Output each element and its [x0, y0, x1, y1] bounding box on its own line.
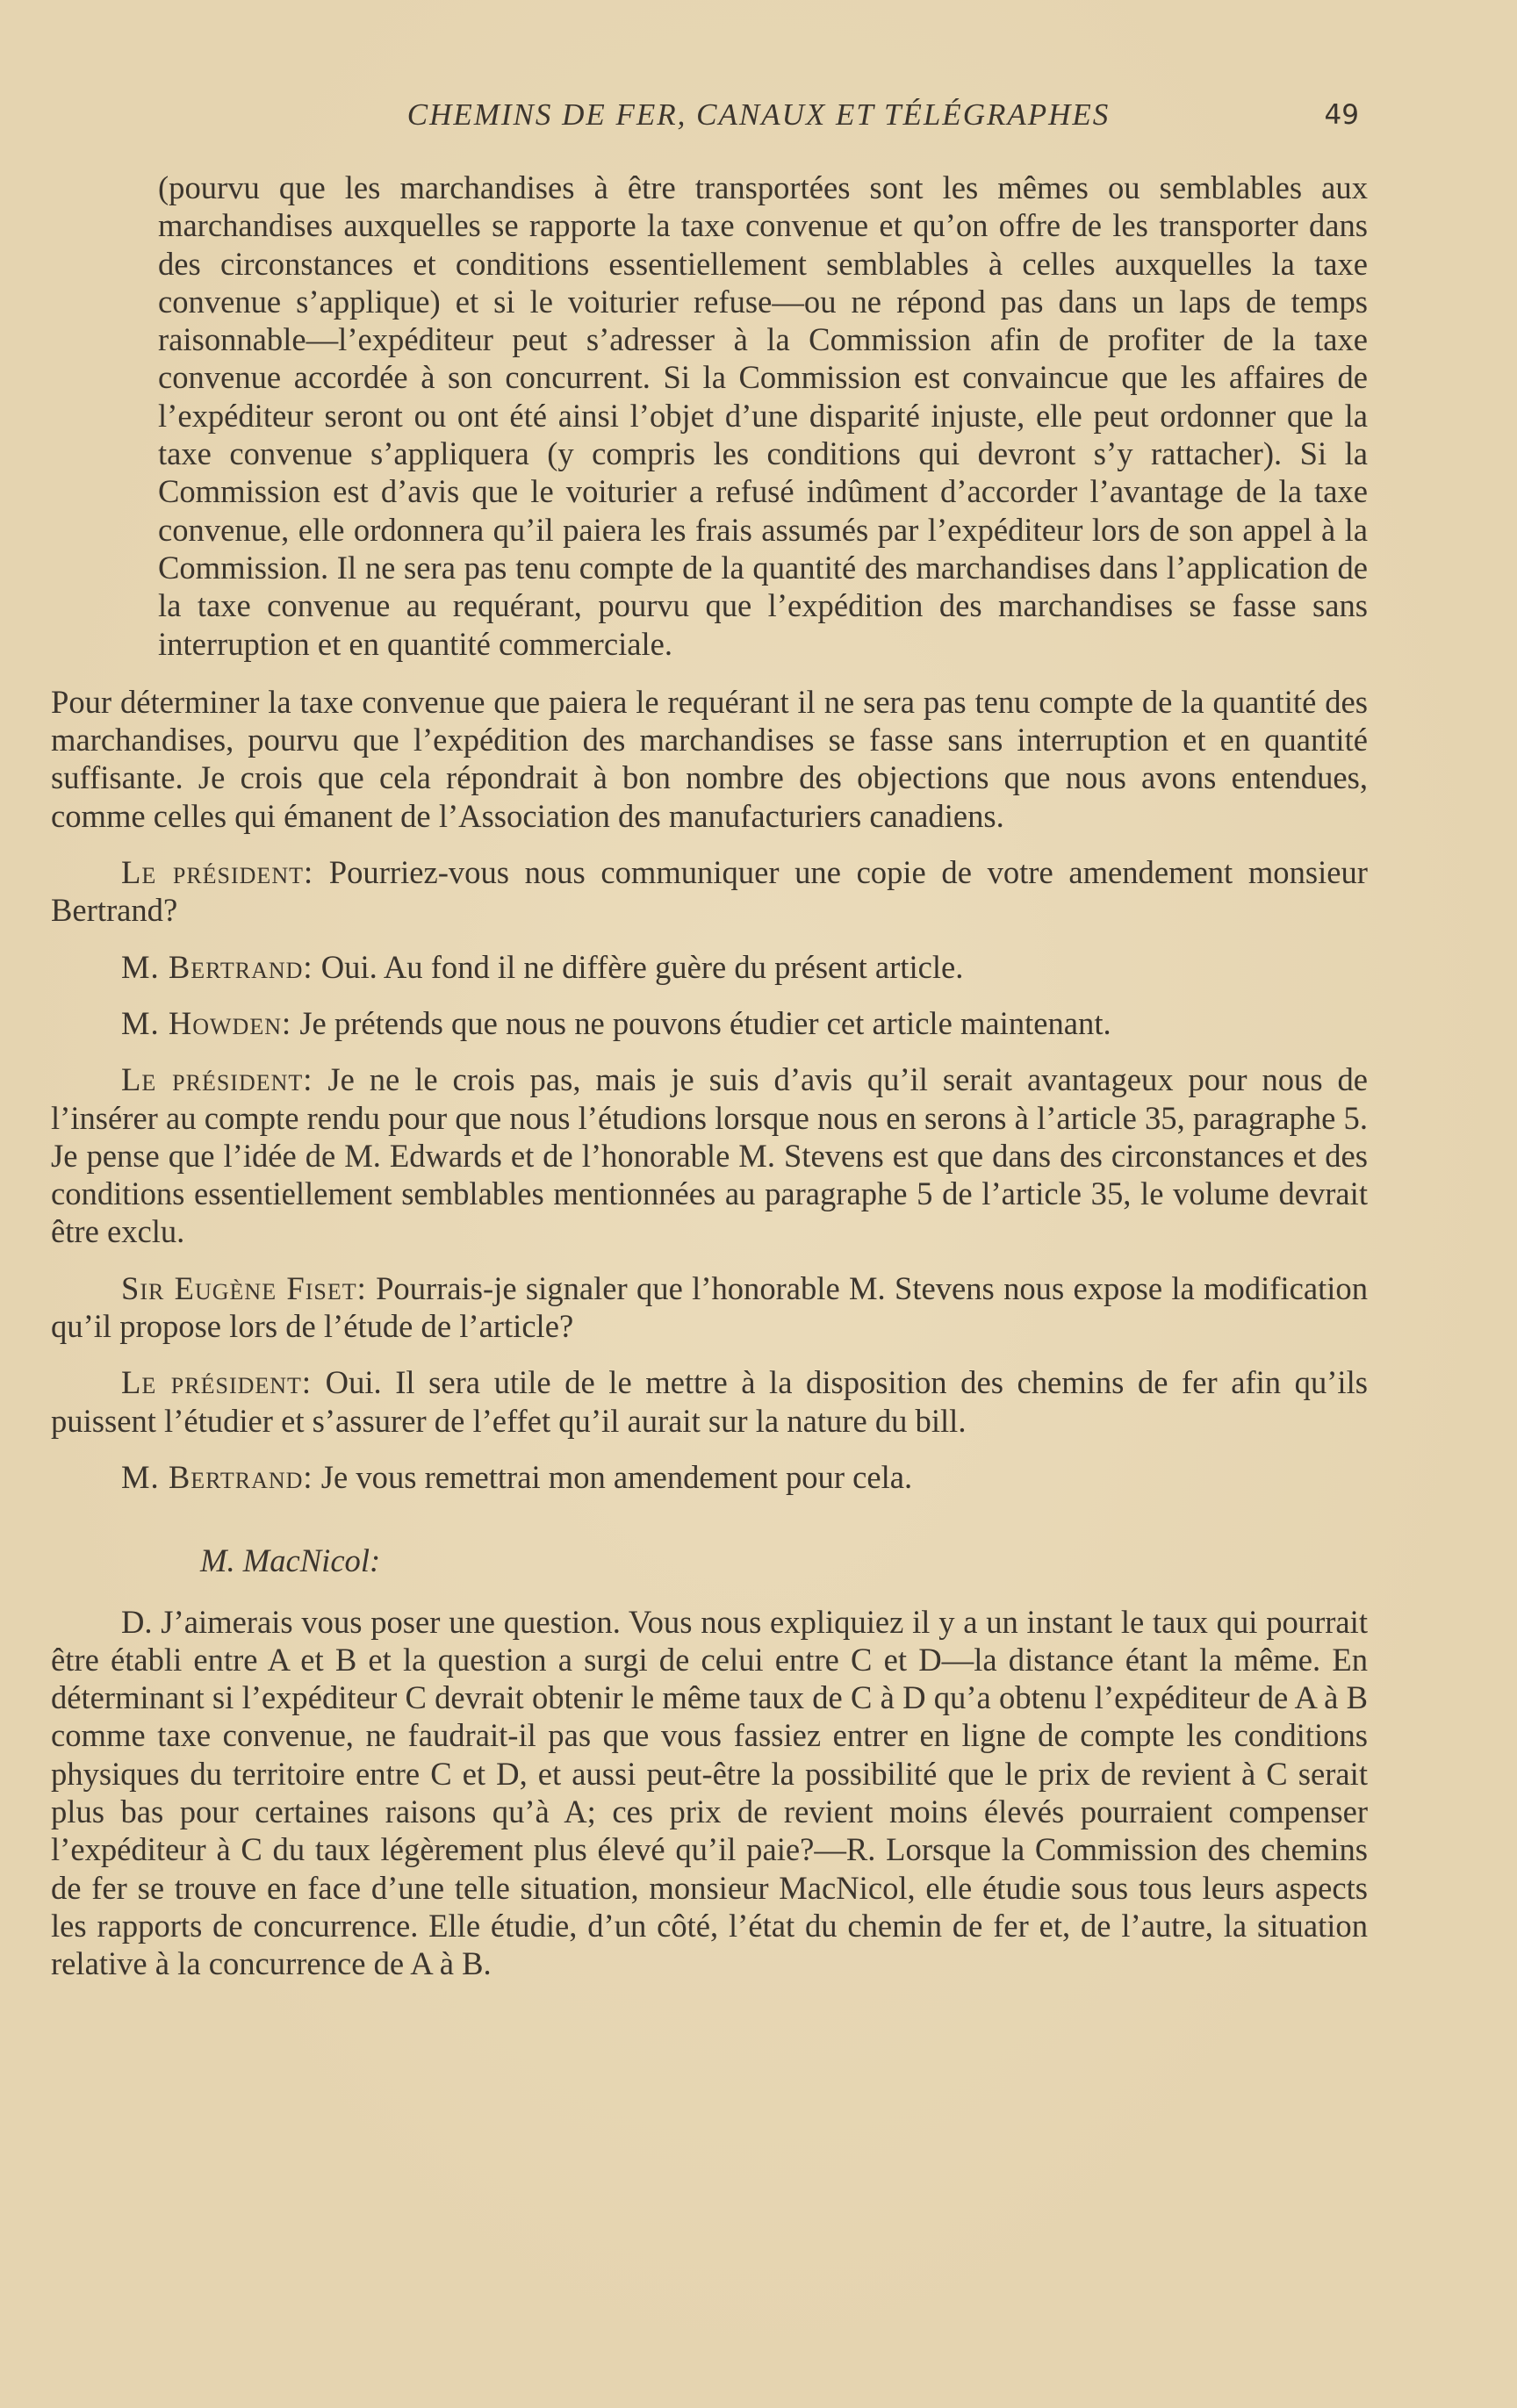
- paragraph-text: Pourriez-vous nous communiquer une copie de votre amendement monsieur Bertrand?: [51, 854, 1368, 929]
- speaker-name: Le président:: [121, 1061, 313, 1098]
- speaker-name: Sir Eugène Fiset:: [121, 1269, 367, 1306]
- paragraph: [51, 948, 1368, 986]
- paragraph: [51, 853, 1368, 930]
- paragraph: [51, 1458, 1368, 1496]
- paragraph-text: Pour déterminer la taxe convenue que paiera le requérant il ne sera pas tenu compte de la quantité des marchandises, pourvu que l’expédition des marchandises se fasse sans interruption et en quantité suffisante. Je crois que cela répondrait à bon nombre des objections que nous avons entendues, comme celles qui émanent de l’Association des manufacturiers canadiens.: [51, 683, 1368, 834]
- paragraph: [51, 1269, 1368, 1346]
- paragraph: [51, 1060, 1368, 1250]
- speaker-name: M. Bertrand:: [121, 948, 313, 985]
- quoted-amendment: (pourvu que les marchandises à être transportées sont les mêmes ou semblables aux marchandises auxquelles se rapporte la taxe convenue et qu’on offre de les transporter dans des circonstances et conditions essentiellement semblables à celles auxquelles la taxe convenue s’applique) et si le voiturier refuse—ou ne répond pas dans un laps de temps raisonnable—l’expéditeur peut s’adresser à la Commission afin de profiter de la taxe convenue accordée à son concurrent. Si la Commission est convaincue que les affaires de l’expéditeur seront ou ont été ainsi l’objet d’une disparité injuste, elle peut ordonner que la taxe convenue s’appliquera (y compris les conditions qui devront s’y rattacher). Si la Commission est d’avis que le voiturier a refusé indûment d’accorder l’avantage de la taxe convenue, elle ordonnera qu’il paiera les frais assumés par l’expéditeur lors de son appel à la Commission. Il ne sera pas tenu compte de la quantité des marchandises dans l’application de la taxe convenue au requérant, pourvu que l’expédition des marchandises se fasse sans interruption et en quantité commerciale.: [158, 169, 1368, 662]
- page-body: [51, 169, 1368, 1982]
- paragraph-text: Oui. Il sera utile de le mettre à la disposition des chemins de fer afin qu’ils puissent l’étudier et s’assurer de l’effet qu’il aurait sur la nature du bill.: [51, 1364, 1368, 1439]
- page-number: 49: [1324, 99, 1359, 131]
- paragraph-text: Je prétends que nous ne pouvons étudier cet article maintenant.: [299, 1004, 1111, 1041]
- paragraph: [51, 1363, 1368, 1440]
- question-answer: D. J’aimerais vous poser une question. Vous nous expliquiez il y a un instant le taux qui pourrait être établi entre A et B et la question a surgi de celui entre C et D—la distance étant la même. En déterminant si l’expéditeur C devrait obtenir le même taux de C à D qu’a obtenu l’expéditeur de A à B comme taxe convenue, ne faudrait-il pas que vous fassiez entrer en ligne de compte les conditions physiques du territoire entre C et D, et aussi peut-être la possibilité que le prix de revient à C serait plus bas pour certaines raisons qu’à A; ces prix de revient moins élevés pourraient compenser l’expéditeur à C du taux légèrement plus élevé qu’il paie?—R. Lorsque la Commission des chemins de fer se trouve en face d’une telle situation, monsieur MacNicol, elle étudie sous tous leurs aspects les rapports de concurrence. Elle étudie, d’un côté, l’état du chemin de fer et, de l’autre, la situation relative à la concurrence de A à B.: [51, 1603, 1368, 1982]
- page-header: [53, 95, 1464, 135]
- speaker-name: M. Bertrand:: [121, 1458, 313, 1495]
- paragraph-text: Oui. Au fond il ne diffère guère du présent article.: [320, 948, 964, 985]
- paragraph: [51, 1004, 1368, 1042]
- speaker-name: Le président:: [121, 854, 314, 891]
- section-heading: M. MacNicol:: [200, 1542, 381, 1579]
- speaker-name: M. Howden:: [121, 1004, 292, 1041]
- speaker-name: Le président:: [121, 1364, 313, 1401]
- paragraph-text: Je vous remettrai mon amendement pour cela.: [320, 1458, 913, 1495]
- running-title: CHEMINS DE FER, CANAUX ET TÉLÉGRAPHES: [406, 97, 1111, 132]
- paragraph-text: Pourrais-je signaler que l’honorable M. Stevens nous expose la modification qu’il propose lors de l’étude de l’article?: [51, 1269, 1368, 1345]
- paragraph-text: Je ne le crois pas, mais je suis d’avis qu’il serait avantageux pour nous de l’insérer au compte rendu pour que nous l’étudions lorsque nous en serons à l’article 35, paragraphe 5. Je pense que l’idée de M. Edwards et de l’honorable M. Stevens est que dans des circonstances et des conditions essentiellement semblables mentionnées au paragraphe 5 de l’article 35, le volume devrait être exclu.: [51, 1061, 1369, 1250]
- paragraph: [51, 683, 1368, 835]
